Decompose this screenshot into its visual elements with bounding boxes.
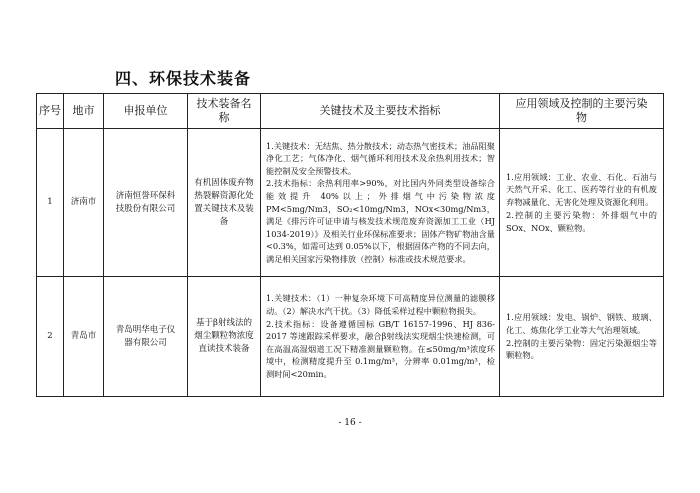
tech-line: 2.技术指标：设备遵循国标 GB/T 16157-1996、HJ 836-2017 等速跟踪采样要求，融合β射线法实现烟尘快速检测，可在高温高湿烟道工况下精准测量颗粒物。在≤50mg/m³浓度环境中，检测精度提升至 0.1mg/m³，分辨率 0.01mg/m³，检测时间<20min。 bbox=[266, 318, 495, 379]
header-city: 地市 bbox=[64, 94, 104, 129]
row-no: 1 bbox=[37, 129, 64, 277]
header-tech: 关键技术及主要技术指标 bbox=[261, 94, 500, 129]
table-row bbox=[37, 277, 664, 397]
row-unit: 青岛明华电子仪器有限公司 bbox=[104, 277, 188, 397]
header-application: 应用领域及控制的主要污染物 bbox=[500, 94, 664, 129]
row-no: 2 bbox=[37, 277, 64, 397]
page-number: - 16 - bbox=[338, 418, 362, 428]
table-header-row bbox=[37, 94, 664, 129]
tech-line: 2.技术指标：余热利用率>90%，对比国内外同类型设备综合能效提升 40%以上；外排烟气中污染物浓度PM<5mg/Nm3，SO₂<10mg/Nm3，NOx<30mg/Nm3，满足《排污许可证申请与核发技术规范废弃资源加工工业（HJ 1034-2019）》及相关行业环保标准要求；固体产物矿物油含量<0.3%，如需可达到 0.05%以下，根据固体产物的不同去向，满足相关国家污染物排放（控制）标准或技术规范要求。 bbox=[266, 178, 495, 264]
tech-line: 1.关键技术：无结焦、热分散技术；动态热气密技术；油品阻聚净化工艺；气体净化、烟气循环利用技术及余热利用技术；智能控制及安全预警技术。 bbox=[266, 140, 495, 176]
app-line: 2.控制的主要污染物：固定污染源烟尘等颗粒物。 bbox=[506, 337, 657, 361]
row-city: 青岛市 bbox=[64, 277, 104, 397]
row-tech bbox=[261, 129, 500, 277]
header-equipment: 技术装备名称 bbox=[188, 94, 261, 129]
row-city: 济南市 bbox=[64, 129, 104, 277]
tech-line: 1.关键技术：（1）一种复杂环境下可高精度异位测量的滤膜移动。（2）解决水汽干扰。（3）降低采样过程中颗粒物损失。 bbox=[266, 293, 495, 317]
header-no: 序号 bbox=[37, 94, 64, 129]
app-line: 2.控制的主要污染物：外排烟气中的 SOx、NOx、颗粒物。 bbox=[506, 209, 657, 233]
row-application bbox=[500, 129, 664, 277]
equipment-table bbox=[36, 93, 664, 397]
header-unit: 申报单位 bbox=[104, 94, 188, 129]
row-application bbox=[500, 277, 664, 397]
row-tech bbox=[261, 277, 500, 397]
section-title: 四、环保技术装备 bbox=[115, 69, 252, 88]
app-line: 1.应用领域：工业、农业、石化、石油与天然气开采、化工、医药等行业的有机废弃物减量化、无害化处理及资源化利用。 bbox=[506, 171, 657, 208]
row-unit: 济南恒誉环保科技股份有限公司 bbox=[104, 129, 188, 277]
table-row bbox=[37, 129, 664, 277]
app-line: 1.应用领域：发电、锅炉、钢铁、玻璃、化工、炼焦化学工业等大气治理领域。 bbox=[506, 311, 657, 335]
row-equipment: 基于β射线法的烟尘颗粒物浓度直读技术装备 bbox=[188, 277, 261, 397]
row-equipment: 有机固体废弃物热裂解资源化处置关键技术及装备 bbox=[188, 129, 261, 277]
